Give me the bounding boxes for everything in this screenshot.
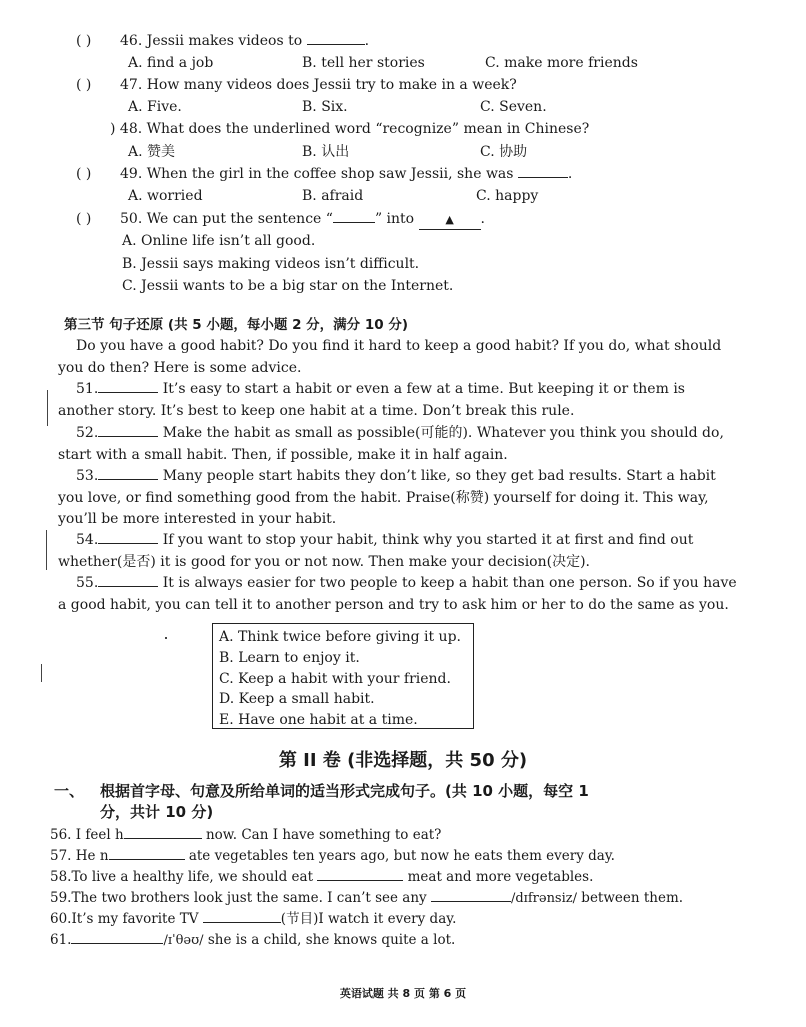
section-3-intro [58,336,744,379]
part-2-sub-line2: 分，共计 10 分) [100,803,214,821]
punct: . [567,166,573,182]
punct: . [364,33,370,49]
section-3-title: 第三节 句子还原 (共 5 小题，每小题 2 分，满分 10 分) [64,317,409,333]
dot-mark [165,637,167,639]
question-stem-mid: ” into [374,211,415,227]
question-56 [50,826,441,844]
option-46b: B. tell her stories [302,55,425,71]
option-48c: C. 协助 [480,144,528,160]
choice-c: C. Keep a habit with your friend. [219,670,451,687]
margin-mark [47,390,48,426]
margin-mark [41,664,42,682]
item-number: 54. [76,532,99,548]
stem-pre: 60.It’s my favorite TV [50,911,199,927]
answer-paren: ) [110,121,116,137]
question-58 [50,868,593,886]
question-49 [76,165,572,183]
question-60 [50,910,456,928]
question-57 [50,847,615,865]
answer-paren: ( ) [76,166,92,182]
question-46 [76,32,369,50]
question-stem: 50. We can put the sentence “ [120,211,333,227]
item-55 [58,573,744,616]
answer-blank [203,922,281,923]
stem-post: I watch it every day. [318,911,457,927]
item-number: 52. [76,425,99,441]
option-49a: A. worried [128,188,203,204]
answer-paren: ( ) [76,211,92,227]
choices-box [212,623,474,729]
answer-paren: ( ) [76,77,92,93]
item-number: 51. [76,381,99,397]
answer-blank [124,838,202,839]
question-number: 49. [120,166,143,182]
answer-blank [98,479,158,480]
choice-a: A. Think twice before giving it up. [219,629,461,645]
answer-blank [333,222,375,223]
phonetic-hint: /dɪfrənsiz/ [510,891,577,906]
item-number: 53. [76,468,99,484]
answer-paren: ( ) [76,33,92,49]
stem-post: between them. [581,890,684,906]
answer-blank [431,901,511,902]
answer-blank [307,44,365,45]
option-48b: B. 认出 [302,144,350,160]
question-stem: When the girl in the coffee shop saw Jessii, she was [146,166,514,182]
option-47b: B. Six. [302,99,348,115]
answer-blank [98,392,158,393]
question-stem: Jessii makes videos to [146,33,303,49]
question-stem: What does the underlined word “recognize” mean in Chinese? [146,121,590,137]
answer-blank [518,177,568,178]
option-46a: A. find a job [128,55,214,71]
option-50b: B. Jessii says making videos isn’t difficult. [122,256,420,272]
item-52 [58,423,744,466]
option-49c: C. happy [476,188,539,204]
triangle-icon: ▲ [419,211,481,230]
stem-pre: 59.The two brothers look just the same. I can’t see any [50,890,427,906]
part-2-sub-number: 一、 [54,782,85,800]
question-number: 46. [120,33,143,49]
stem-post: now. Can I have something to eat? [205,827,442,843]
punct: . [480,211,485,227]
choice-d: D. Keep a small habit. [219,691,375,708]
item-text: Many people start habits they don’t like, so they get bad results. Start a habit you love, or find something good from the habit. Praise(称赞) yourself for doing it. This way, you’ll be more interested in your habit. [58,468,716,527]
stem-post: meat and more vegetables. [407,869,594,885]
option-47a: A. Five. [128,99,182,115]
question-stem: How many videos does Jessii try to make in a week? [146,77,517,93]
stem-pre: 56. I feel h [50,827,124,843]
margin-mark [46,530,47,570]
stem-pre: 57. He n [50,848,109,864]
item-54 [58,530,744,573]
option-50a: A. Online life isn’t all good. [122,233,316,249]
answer-blank [98,543,158,544]
option-49b: B. afraid [302,188,364,204]
answer-blank [71,943,163,944]
choice-b: B. Learn to enjoy it. [219,649,360,666]
chinese-hint: (节目) [280,911,319,927]
part-2-title: 第 II 卷 (非选择题，共 50 分) [278,750,528,771]
item-number: 55. [76,575,99,591]
option-47c: C. Seven. [480,99,547,115]
question-59 [50,889,683,908]
item-51 [58,379,744,422]
page-footer: 英语试题 共 8 页 第 6 页 [339,987,467,1000]
question-number: 48. [119,121,143,137]
item-text: It’s easy to start a habit or even a few at a time. But keeping it or them is another story. It’s best to keep one habit at a time. Don’t break this rule. [58,381,685,419]
question-48 [110,120,589,138]
answer-blank [98,436,158,437]
stem-pre: 58.To live a healthy life, we should eat [50,869,314,885]
question-61 [50,931,455,950]
phonetic-hint: /ɪˈθəʊ/ [163,933,204,948]
question-50 [76,210,485,230]
item-53 [58,466,744,531]
option-50c: C. Jessii wants to be a big star on the Internet. [122,278,454,294]
stem-post: she is a child, she knows quite a lot. [207,932,456,948]
option-48a: A. 赞美 [128,144,176,160]
part-2-sub-line1: 根据首字母、句意及所给单词的适当形式完成句子。(共 10 小题，每空 1 [100,782,589,800]
answer-blank [109,859,185,860]
question-47 [76,76,517,94]
answer-blank [317,880,403,881]
intro-text: Do you have a good habit? Do you find it hard to keep a good habit? If you do, what should you do then? Here is some advice. [58,338,722,376]
answer-blank [98,586,158,587]
item-text: If you want to stop your habit, think why you started it at first and find out whether(是否) it is good for you or not now. Then make your decision(决定). [58,532,694,570]
item-text: Make the habit as small as possible(可能的). Whatever you think you should do, start with a small habit. Then, if possible, make it in half again. [58,425,724,463]
question-number: 47. [120,77,143,93]
option-46c: C. make more friends [485,55,638,71]
stem-post: ate vegetables ten years ago, but now he eats them every day. [188,848,615,864]
stem-pre: 61. [50,932,72,948]
item-text: It is always easier for two people to keep a habit than one person. So if you have a good habit, you can tell it to another person and try to ask him or her to do the same as you. [58,575,737,613]
choice-e: E. Have one habit at a time. [219,712,418,729]
